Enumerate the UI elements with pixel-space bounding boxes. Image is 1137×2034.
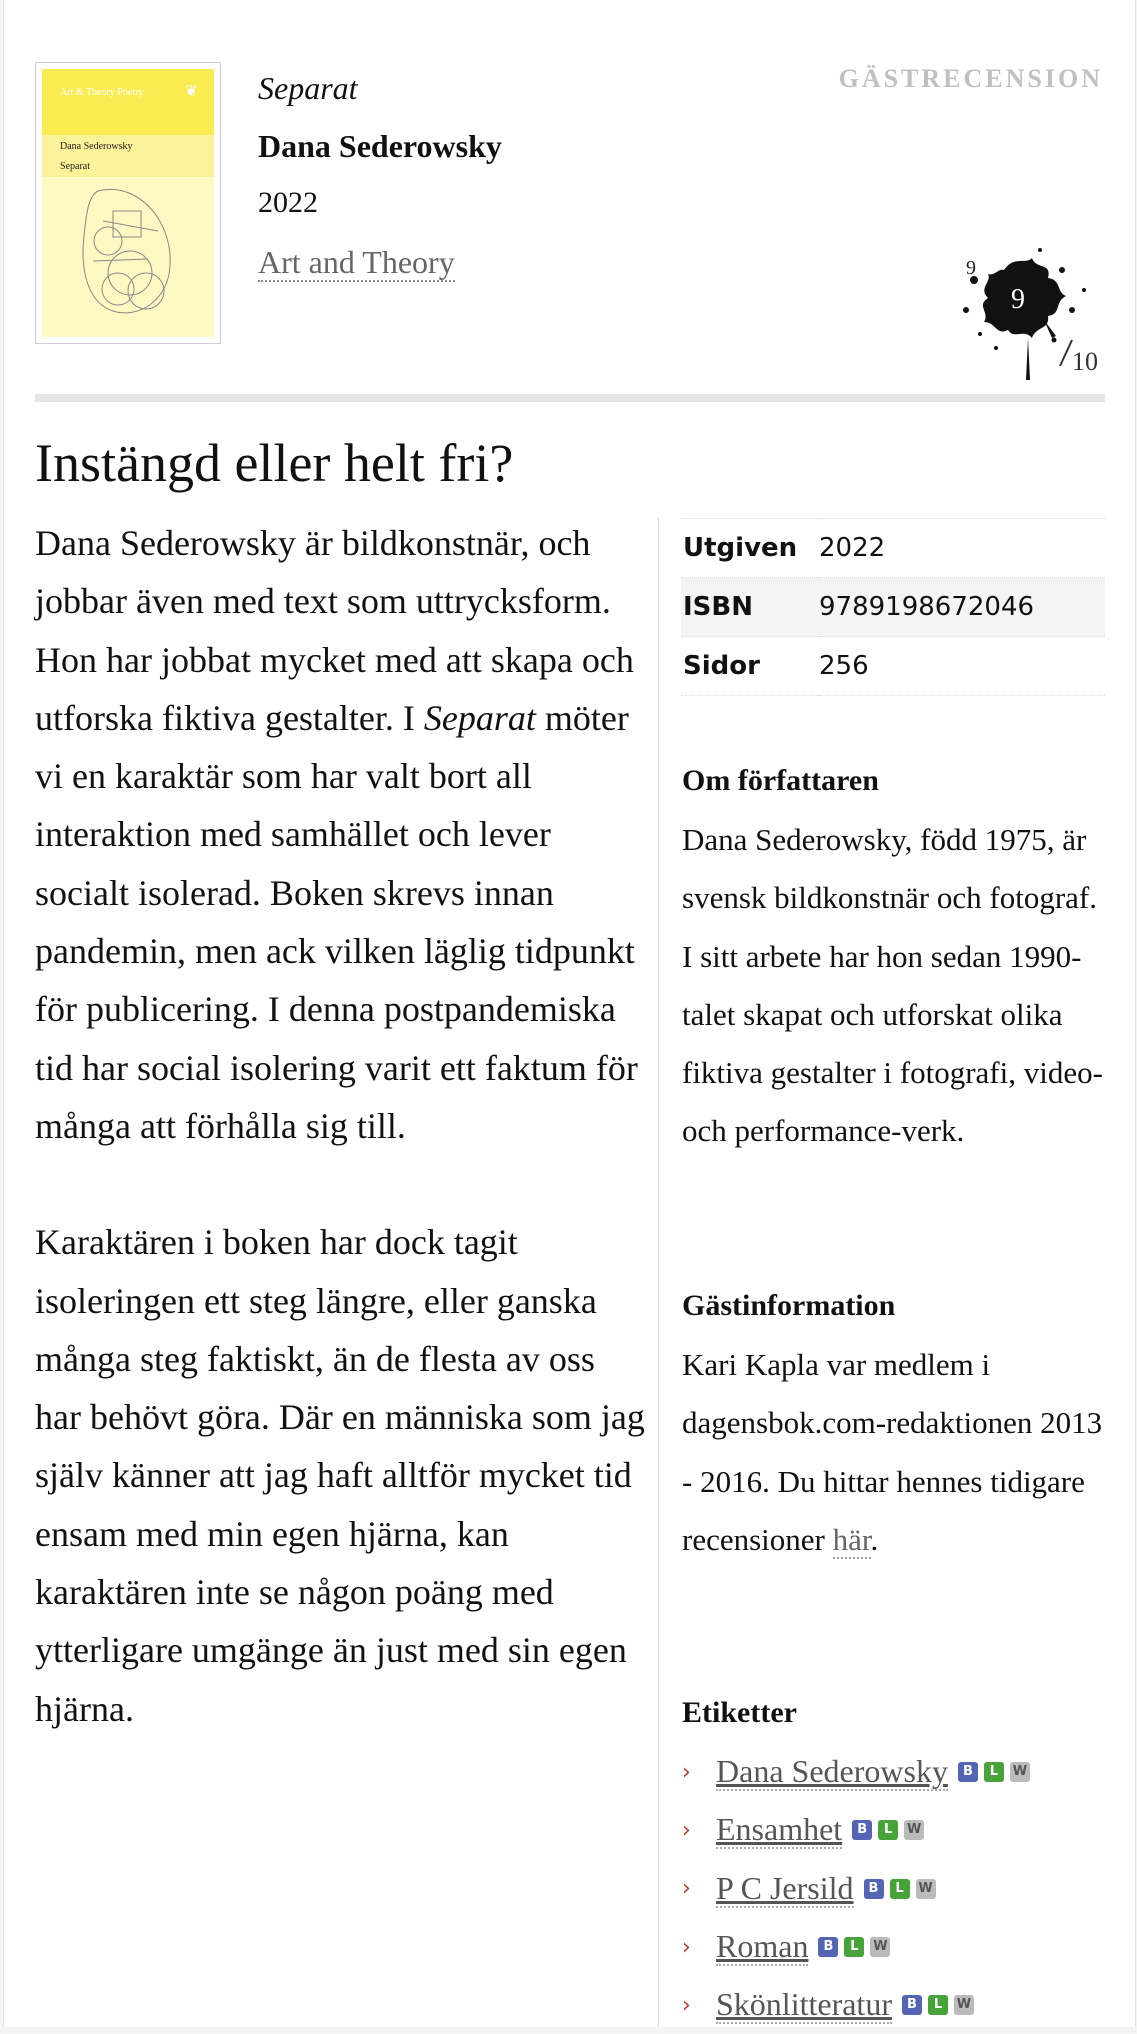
- article-headline: Instängd eller helt fri?: [35, 433, 514, 493]
- bookshop-icon[interactable]: B: [902, 1995, 922, 2015]
- article-paragraph-2: Karaktären i boken har dock tagit isoleringen ett steg längre, eller ganska många steg faktiskt, än de flesta av oss har behövt göra. Där en människa som jag själv känner att jag haft alltför mycket tid ensam med min egen hjärna, kan karaktären inte se någon poäng med ytterligare umgänge än just med sin egen hjärna.: [35, 1222, 645, 1729]
- about-author-text: Dana Sederowsky, född 1975, är svensk bildkonstnär och fotograf. I sitt arbete har hon sedan 1990-talet skapat och utforskat olika fiktiva gestalter i fotografi, video- och performance-verk.: [682, 822, 1103, 1149]
- cover-line-drawing: [78, 181, 178, 321]
- wikipedia-icon[interactable]: W: [916, 1879, 936, 1899]
- tags-heading: Etiketter: [682, 1696, 797, 1729]
- library-icon[interactable]: L: [984, 1762, 1004, 1782]
- guest-info-text: Kari Kapla var medlem i dagensbok.com-redaktionen 2013 - 2016. Du hittar hennes tidigare recensioner här.: [682, 1347, 1103, 1557]
- book-author: Dana Sederowsky: [258, 128, 502, 164]
- wikipedia-icon[interactable]: W: [1010, 1762, 1030, 1782]
- tag-link[interactable]: Skönlitteratur: [716, 1986, 892, 2023]
- book-title: Separat: [258, 70, 358, 106]
- meta-value: 2022: [819, 519, 1105, 578]
- tag-link[interactable]: P C Jersild: [716, 1869, 854, 1906]
- page: [3, 0, 1136, 2027]
- previous-reviews-link[interactable]: här: [832, 1521, 871, 1557]
- tag-item: [682, 1801, 1030, 1859]
- cover-title: Separat: [60, 161, 90, 172]
- bookshop-icon[interactable]: B: [958, 1762, 978, 1782]
- score-value: 9: [1011, 284, 1025, 315]
- tag-link[interactable]: Roman: [716, 1928, 809, 1965]
- tag-list: [682, 1743, 1030, 2034]
- bookshop-icon[interactable]: B: [852, 1820, 872, 1840]
- guest-info-heading: Gästinformation: [682, 1289, 896, 1322]
- cover-author: Dana Sederowsky: [60, 141, 133, 152]
- leaf-icon: ❦: [184, 83, 198, 100]
- publisher-link[interactable]: Art and Theory: [258, 244, 455, 280]
- cover-publisher-line: Art & Theory Poetry: [60, 87, 144, 98]
- wikipedia-icon[interactable]: W: [870, 1937, 890, 1957]
- library-icon[interactable]: L: [890, 1879, 910, 1899]
- column-divider: [658, 518, 659, 2027]
- book-meta-table: [681, 518, 1105, 696]
- chevron-right-icon: ›: [682, 1759, 691, 1785]
- chevron-right-icon: ›: [682, 1876, 691, 1902]
- about-author-heading: Om författaren: [682, 764, 879, 797]
- meta-key: Utgiven: [681, 519, 819, 578]
- meta-row-isbn: [681, 578, 1105, 637]
- article-body: [35, 514, 645, 1796]
- meta-value: 256: [819, 637, 1105, 696]
- review-type-label: GÄSTRECENSION: [838, 64, 1103, 93]
- tag-item: [682, 1918, 1030, 1976]
- header-divider: [35, 394, 1105, 402]
- library-icon[interactable]: L: [844, 1937, 864, 1957]
- article-paragraph-1: Dana Sederowsky är bildkonstnär, och jobbar även med text som uttrycksform. Hon har jobbat mycket med att skapa och utforska fiktiva gestalter. I Separat möter vi en karaktär som har valt bort all interaktion med samhället och lever socialt isolerad. Boken skrevs innan pandemin, men ack vilken läglig tidpunkt för publicering. I denna postpandemiska tid har social isolering varit ett faktum för många att förhålla sig till.: [35, 523, 638, 1146]
- book-title-inline: Separat: [423, 697, 536, 738]
- meta-key: Sidor: [681, 637, 819, 696]
- chevron-right-icon: ›: [682, 1817, 691, 1843]
- score-splat: [944, 230, 1104, 400]
- book-cover[interactable]: [35, 62, 221, 344]
- wikipedia-icon[interactable]: W: [904, 1820, 924, 1840]
- score-value-echo: 9: [966, 257, 976, 279]
- book-year: 2022: [258, 186, 318, 219]
- cover-image: [42, 69, 214, 337]
- tag-link[interactable]: Ensamhet: [716, 1811, 843, 1848]
- chevron-right-icon: ›: [682, 1934, 691, 1960]
- wikipedia-icon[interactable]: W: [954, 1995, 974, 2015]
- library-icon[interactable]: L: [928, 1995, 948, 2015]
- score-max: 10: [1072, 347, 1098, 376]
- meta-row-published: [681, 519, 1105, 578]
- bookshop-icon[interactable]: B: [818, 1937, 838, 1957]
- meta-key: ISBN: [681, 578, 819, 637]
- chevron-right-icon: ›: [682, 1992, 691, 2018]
- tag-link[interactable]: Dana Sederowsky: [716, 1753, 948, 1790]
- tag-item: [682, 1976, 1030, 2034]
- meta-value: 9789198672046: [819, 578, 1105, 637]
- bookshop-icon[interactable]: B: [864, 1879, 884, 1899]
- library-icon[interactable]: L: [878, 1820, 898, 1840]
- meta-row-pages: [681, 637, 1105, 696]
- tag-item: [682, 1860, 1030, 1918]
- tag-item: [682, 1743, 1030, 1801]
